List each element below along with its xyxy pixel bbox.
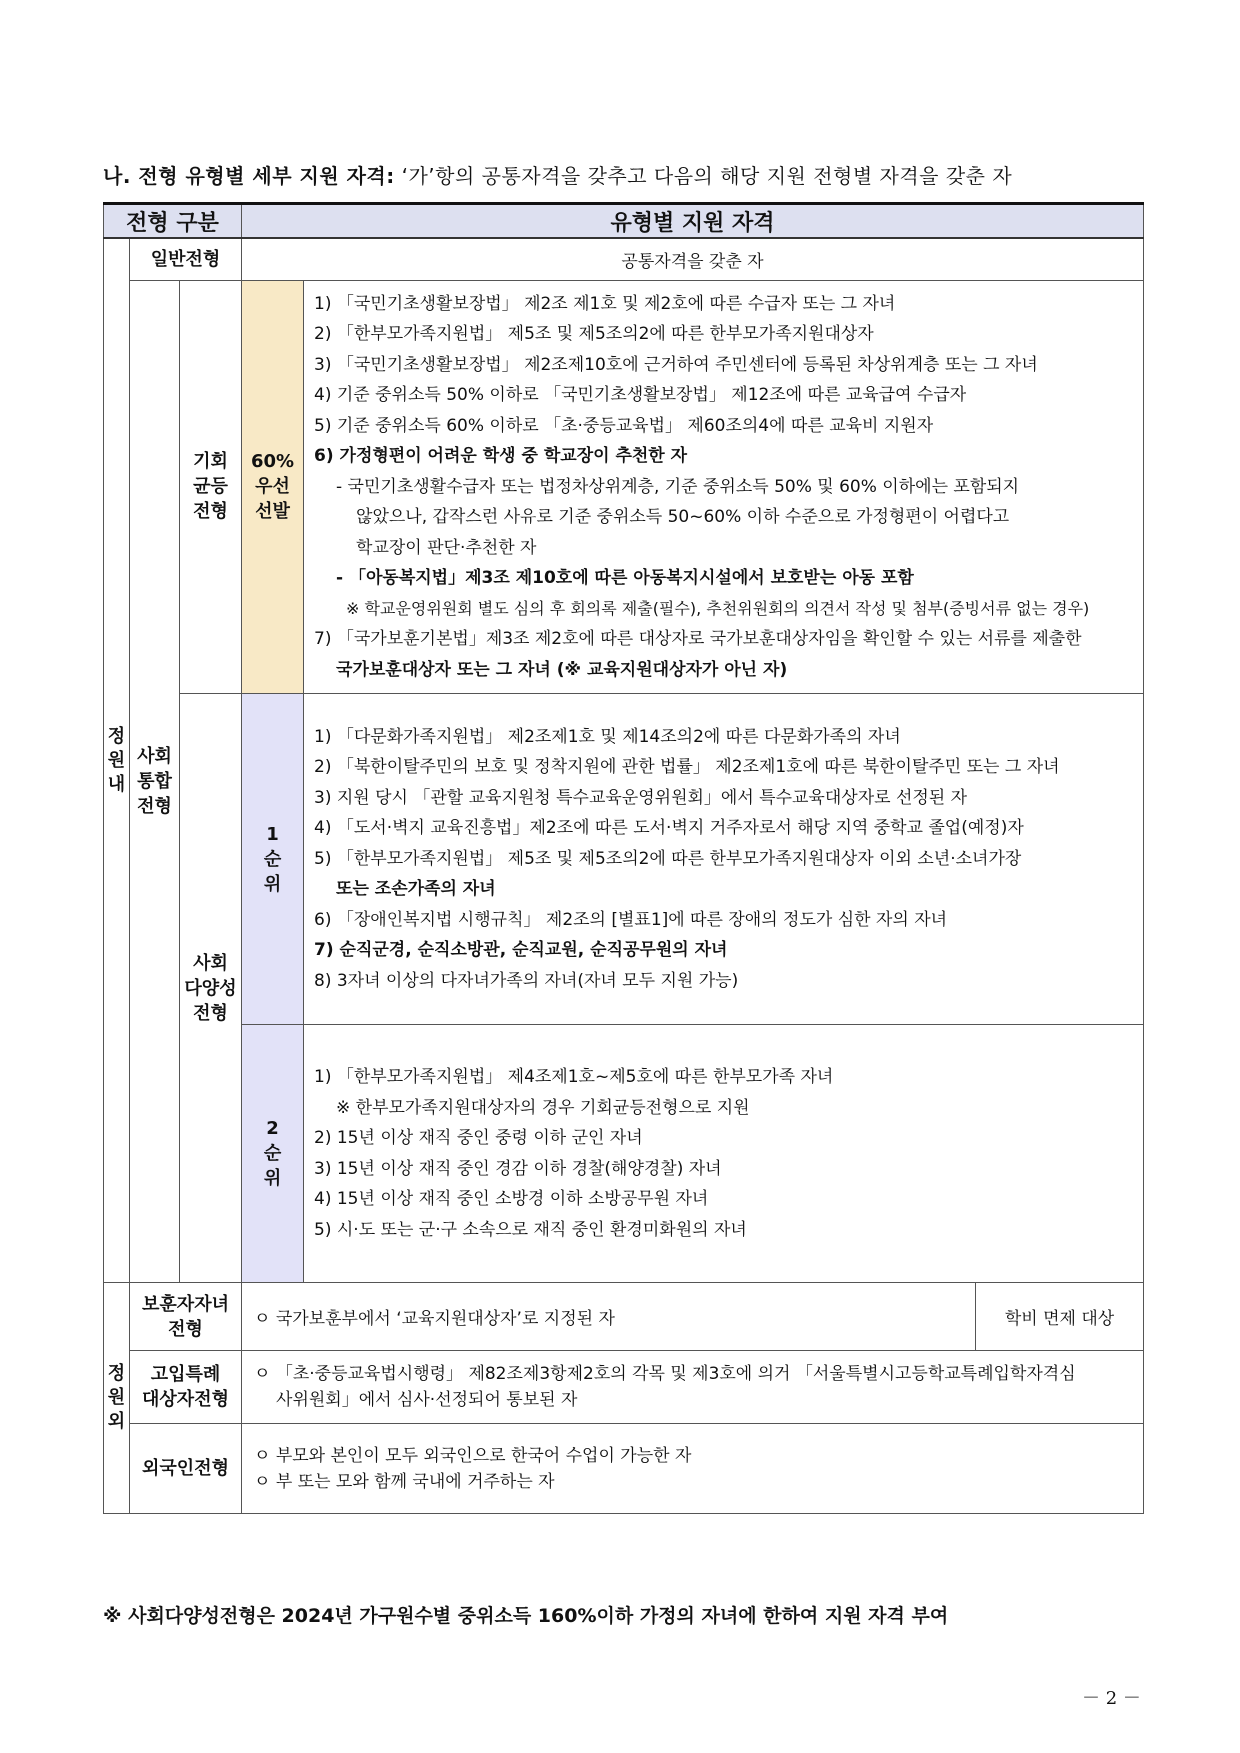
general-admission-label: 일반전형 [130, 238, 242, 280]
special-admission-text: ㅇ 「초·중등교육법시행령」 제82조제3항제2호의 각목 및 제3호에 의거 「서울특별시고등학교특례입학자격심 사위원회」에서 심사·선정되어 통보된 자 [242, 1351, 1144, 1424]
list-item: 7) 「국가보훈기본법」제3조 제2호에 따른 대상자로 국가보훈대상자임을 확인할 수 있는 서류를 제출한 [314, 629, 1082, 649]
list-item: ※ 한부모가족지원대상자의 경우 기회균등전형으로 지원 [336, 1097, 750, 1118]
header-eligibility: 유형별 지원 자격 [242, 204, 1144, 239]
priority-60-label: 60% 우선 선발 [242, 280, 304, 694]
list-item: 1) 「다문화가족지원법」 제2조제1호 및 제14조의2에 따른 다문화가족의 자녀 [314, 726, 901, 747]
list-item: 국가보훈대상자 또는 그 자녀 (※ 교육지원대상자가 아닌 자) [336, 659, 788, 680]
foreigner-text: ㅇ 부모와 본인이 모두 외국인으로 한국어 수업이 가능한 자 ㅇ 부 또는 모와 함께 국내에 거주하는 자 [242, 1424, 1144, 1514]
list-item: 2) 15년 이상 재직 중인 중령 이하 군인 자녀 [314, 1128, 643, 1148]
list-item: 4) 기준 중위소득 50% 이하로 「국민기초생활보장법」 제12조에 따른 교육급여 수급자 [314, 385, 967, 405]
special-admission-label: 고입특례 대상자전형 [130, 1351, 242, 1424]
list-item: 5) 시·도 또는 군·구 소속으로 재직 중인 환경미화원의 자녀 [314, 1219, 747, 1240]
social-integration-label: 사회 통합 전형 [130, 280, 180, 1283]
foreigner-label: 외국인전형 [130, 1424, 242, 1514]
list-item: 3) 지원 당시 「관할 교육지원청 특수교육운영위원회」에서 특수교육대상자로 선정된 자 [314, 787, 968, 808]
table-row [104, 280, 1144, 694]
table-row [104, 1351, 1144, 1424]
table-row [104, 1025, 1144, 1283]
header-category: 전형 구분 [104, 204, 242, 239]
section-heading-bold: 나. 전형 유형별 세부 지원 자격: [103, 164, 395, 188]
table-row [104, 238, 1144, 280]
table-row [104, 1424, 1144, 1514]
veterans-children-label: 보훈자자녀 전형 [130, 1283, 242, 1351]
list-item: 않았으나, 갑작스런 사유로 기준 중위소득 50~60% 이하 수준으로 가정형편이 어렵다고 [356, 507, 1010, 527]
equal-opportunity-label: 기회 균등 전형 [180, 280, 242, 694]
rank-1-criteria [304, 694, 1144, 1025]
footnote: ※ 사회다양성전형은 2024년 가구원수별 중위소득 160%이하 가정의 자녀에 한하여 지원 자격 부여 [103, 1605, 949, 1627]
list-item: - 「아동복지법」제3조 제10호에 따른 아동복지시설에서 보호받는 아동 포함 [336, 568, 914, 588]
list-item: 3) 「국민기초생활보장법」 제2조제10호에 근거하여 주민센터에 등록된 차상위계층 또는 그 자녀 [314, 354, 1038, 375]
social-diversity-label: 사회 다양성 전형 [180, 694, 242, 1283]
equal-opportunity-criteria [304, 280, 1144, 694]
list-item: 8) 3자녀 이상의 다자녀가족의 자녀(자녀 모두 지원 가능) [314, 970, 739, 991]
page-number: － 2 － [1082, 1688, 1141, 1709]
rank-2-criteria [304, 1025, 1144, 1283]
list-item: - 국민기초생활수급자 또는 법정차상위계층, 기준 중위소득 50% 및 60% 이하에는 포함되지 [336, 476, 1020, 497]
list-item: 5) 「한부모가족지원법」 제5조 및 제5조의2에 따른 한부모가족지원대상자 이외 소년·소녀가장 [314, 848, 1022, 869]
tuition-exempt-note: 학비 면제 대상 [976, 1283, 1144, 1351]
general-admission-text: 공통자격을 갖춘 자 [242, 238, 1144, 280]
list-item: 3) 15년 이상 재직 중인 경감 이하 경찰(해양경찰) 자녀 [314, 1158, 722, 1179]
list-item: 1) 「국민기초생활보장법」 제2조 제1호 및 제2호에 따른 수급자 또는 그 자녀 [314, 293, 896, 314]
list-item: 또는 조손가족의 자녀 [336, 879, 496, 900]
list-item: 1) 「한부모가족지원법」 제4조제1호~제5호에 따른 한부모가족 자녀 [314, 1067, 834, 1087]
list-item: ※ 학교운영위원회 별도 심의 후 회의록 제출(필수), 추천위원회의 의견서 작성 및 첨부(증빙서류 없는 경우) [346, 598, 1090, 618]
table-header-row [104, 204, 1144, 239]
list-item: 7) 순직군경, 순직소방관, 순직교원, 순직공무원의 자녀 [314, 940, 728, 961]
rank-1-label: 1 순 위 [242, 694, 304, 1025]
list-item: 6) 「장애인복지법 시행규칙」 제2조의 [별표1]에 따른 장애의 정도가 심한 자의 자녀 [314, 909, 948, 930]
list-item: 2) 「한부모가족지원법」 제5조 및 제5조의2에 따른 한부모가족지원대상자 [314, 324, 874, 344]
list-item: 6) 가정형편이 어려운 학생 중 학교장이 추천한 자 [314, 446, 688, 466]
list-item: 5) 기준 중위소득 60% 이하로 「초·중등교육법」 제60조의4에 따른 교육비 지원자 [314, 415, 934, 436]
list-item: 4) 15년 이상 재직 중인 소방경 이하 소방공무원 자녀 [314, 1189, 709, 1209]
eligibility-table [103, 202, 1144, 1514]
table-row [104, 1283, 1144, 1351]
jeongwonnae-label: 정 원 내 [104, 238, 130, 1283]
veterans-children-text: ㅇ 국가보훈부에서 ‘교육지원대상자’로 지정된 자 [242, 1283, 976, 1351]
section-heading-rest: ‘가’항의 공통자격을 갖추고 다음의 해당 지원 전형별 자격을 갖춘 자 [394, 164, 1013, 188]
list-item: 4) 「도서·벽지 교육진흥법」제2조에 따른 도서·벽지 거주자로서 해당 지역 중학교 졸업(예정)자 [314, 818, 1024, 839]
table-row [104, 694, 1144, 1025]
list-item: 학교장이 판단·추천한 자 [356, 537, 537, 558]
section-heading [103, 160, 1143, 189]
jeongwonoe-label: 정 원 외 [104, 1283, 130, 1514]
rank-2-label: 2 순 위 [242, 1025, 304, 1283]
list-item: 2) 「북한이탈주민의 보호 및 정착지원에 관한 법률」 제2조제1호에 따른 북한이탈주민 또는 그 자녀 [314, 757, 1060, 778]
